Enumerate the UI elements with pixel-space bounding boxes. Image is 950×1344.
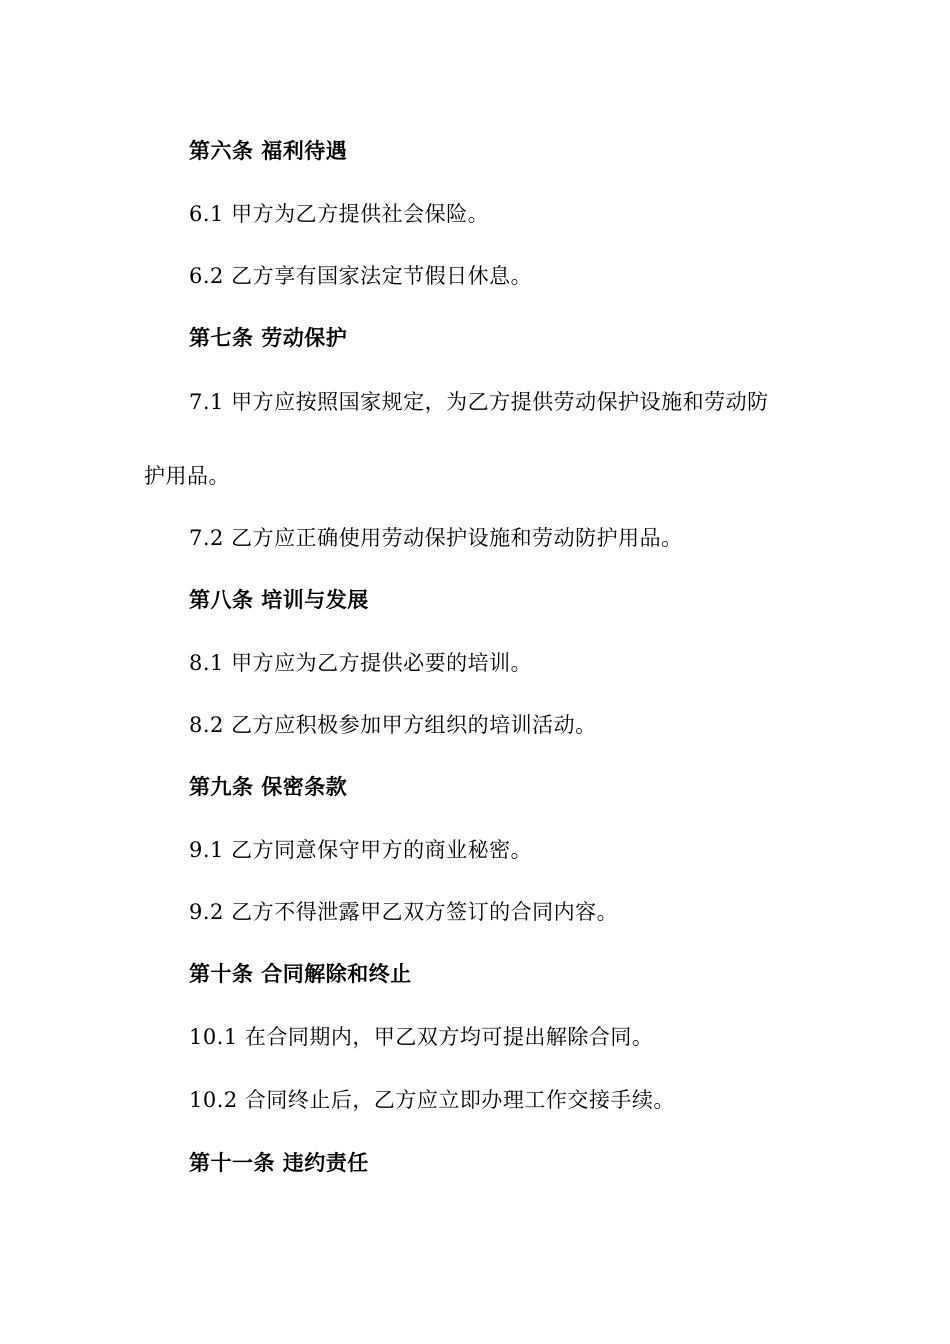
clause-9-1: 9.1 乙方同意保守甲方的商业秘密。 bbox=[189, 838, 533, 862]
clause-10-1: 10.1 在合同期内，甲乙双方均可提出解除合同。 bbox=[189, 1025, 654, 1049]
clause-8-1: 8.1 甲方应为乙方提供必要的培训。 bbox=[189, 651, 533, 675]
clause-7-2: 7.2 乙方应正确使用劳动保护设施和劳动防护用品。 bbox=[189, 526, 683, 550]
clause-6-2: 6.2 乙方享有国家法定节假日休息。 bbox=[189, 264, 533, 288]
section-heading-8: 第八条 培训与发展 bbox=[189, 588, 369, 612]
section-heading-10: 第十条 合同解除和终止 bbox=[189, 962, 412, 986]
clause-8-2: 8.2 乙方应积极参加甲方组织的培训活动。 bbox=[189, 713, 597, 737]
section-heading-7: 第七条 劳动保护 bbox=[189, 326, 348, 350]
section-heading-9: 第九条 保密条款 bbox=[189, 775, 348, 799]
clause-10-2: 10.2 合同终止后，乙方应立即办理工作交接手续。 bbox=[189, 1088, 675, 1112]
clause-7-1: 7.1 甲方应按照国家规定，为乙方提供劳动保护设施和劳动防 bbox=[189, 390, 769, 414]
clause-7-1-continuation: 护用品。 bbox=[144, 464, 230, 488]
section-heading-11: 第十一条 违约责任 bbox=[189, 1151, 369, 1175]
section-heading-6: 第六条 福利待遇 bbox=[189, 139, 348, 163]
clause-9-2: 9.2 乙方不得泄露甲乙双方签订的合同内容。 bbox=[189, 900, 619, 924]
clause-6-1: 6.1 甲方为乙方提供社会保险。 bbox=[189, 202, 490, 226]
